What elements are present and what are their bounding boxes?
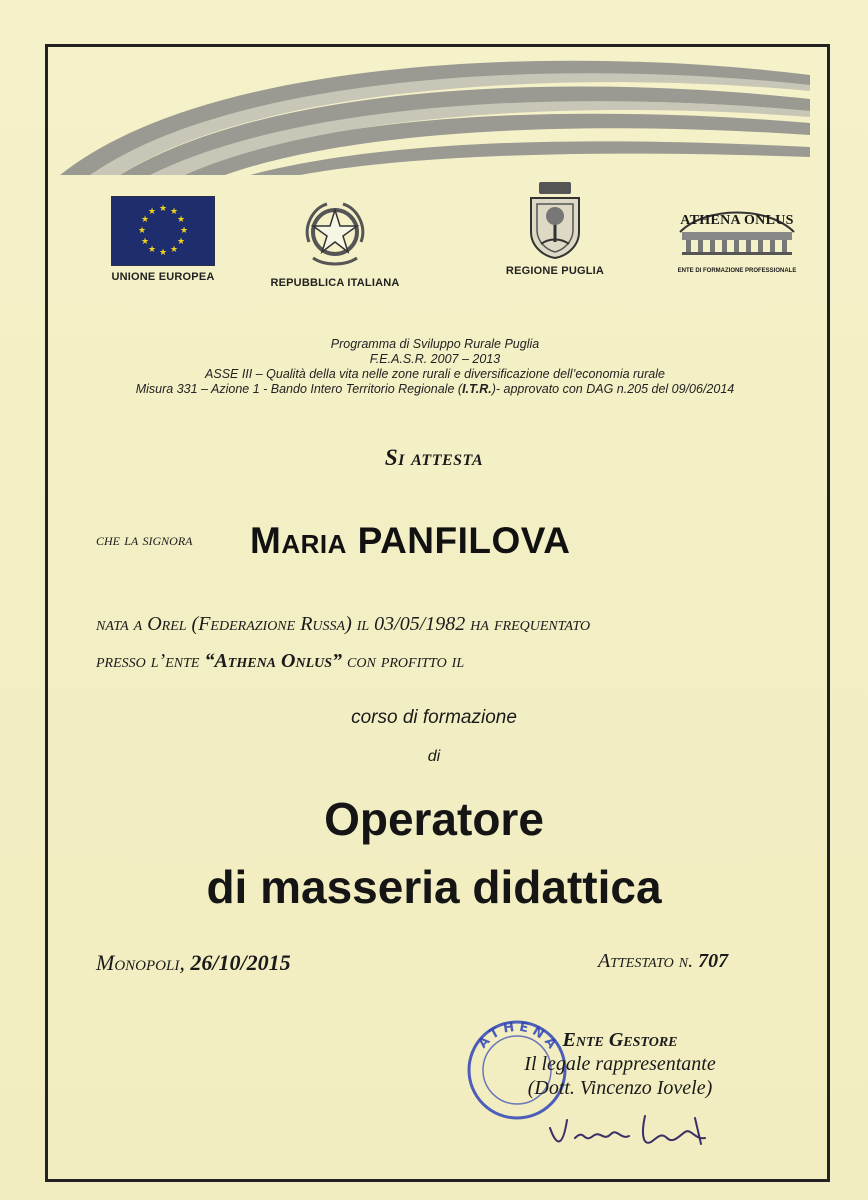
eu-logo <box>96 196 230 283</box>
course-title-line-1: Operatore <box>324 793 544 845</box>
svg-text:★: ★ <box>176 237 186 247</box>
doctor-name: (Dott. Vincenzo Iovele) <box>527 1077 713 1099</box>
svg-text:★: ★ <box>147 207 157 217</box>
italy-label: REPUBBLICA ITALIANA <box>270 277 400 289</box>
puglia-label: REGIONE PUGLIA <box>505 265 605 277</box>
si-attesta-heading: Si attesta <box>384 445 484 470</box>
eu-label: UNIONE EUROPEA <box>111 271 215 283</box>
attestato-number: Attestato n. 707 <box>598 950 729 972</box>
svg-text:★: ★ <box>137 226 147 236</box>
puglia-crest-icon <box>525 180 585 260</box>
puglia-logo <box>495 180 615 277</box>
birth-line: nata a Orel (Federazione Russa) il 03/05/1982 ha frequentato <box>96 613 591 635</box>
presso-line: presso l’ente “Athena Onlus” con profitto il <box>96 650 465 672</box>
italy-logo <box>270 196 400 289</box>
legal-rep: Il legale rappresentante <box>524 1053 716 1075</box>
svg-text:★: ★ <box>147 245 157 255</box>
recipient-name: Maria PANFILOVA <box>250 520 571 561</box>
corso-label: corso di formazione <box>351 707 517 728</box>
athena-logo <box>676 210 798 274</box>
svg-text:★: ★ <box>179 226 189 236</box>
ente-title: Ente Gestore <box>562 1029 678 1051</box>
svg-text:★: ★ <box>140 215 150 225</box>
eu-flag-icon <box>111 196 215 266</box>
athena-subtitle: ENTE DI FORMAZIONE PROFESSIONALE <box>677 268 797 274</box>
decorative-swoosh-banner <box>50 55 820 185</box>
svg-text:ATHENA: ATHENA <box>475 1019 562 1055</box>
italian-emblem-icon <box>295 196 375 270</box>
svg-text:★: ★ <box>158 204 168 214</box>
handwritten-signature <box>545 1108 725 1153</box>
signora-label: che la signora <box>96 530 193 549</box>
svg-text:★: ★ <box>169 207 179 217</box>
svg-text:★: ★ <box>158 248 168 258</box>
place-date: Monopoli, 26/10/2015 <box>96 950 291 975</box>
ente-gestore-block <box>470 1028 770 1100</box>
course-title-line-2: di masseria didattica <box>206 861 662 913</box>
program-line-3: ASSE III – Qualità della vita nelle zone rurali e diversificazione dell’economia rurale <box>205 367 665 381</box>
svg-text:★: ★ <box>140 237 150 247</box>
svg-text:★: ★ <box>169 245 179 255</box>
program-line-2: F.E.A.S.R. 2007 – 2013 <box>369 352 501 366</box>
athena-name: ATHENA ONLUS <box>680 213 794 228</box>
program-block <box>60 337 810 397</box>
program-line-4: Misura 331 – Azione 1 - Bando Intero Territorio Regionale (I.T.R.)- approvato con DAG n.205 del 09/06/2014 <box>135 382 735 396</box>
di-label: di <box>427 748 441 765</box>
svg-text:★: ★ <box>176 215 186 225</box>
program-line-1: Programma di Sviluppo Rurale Puglia <box>330 337 540 351</box>
